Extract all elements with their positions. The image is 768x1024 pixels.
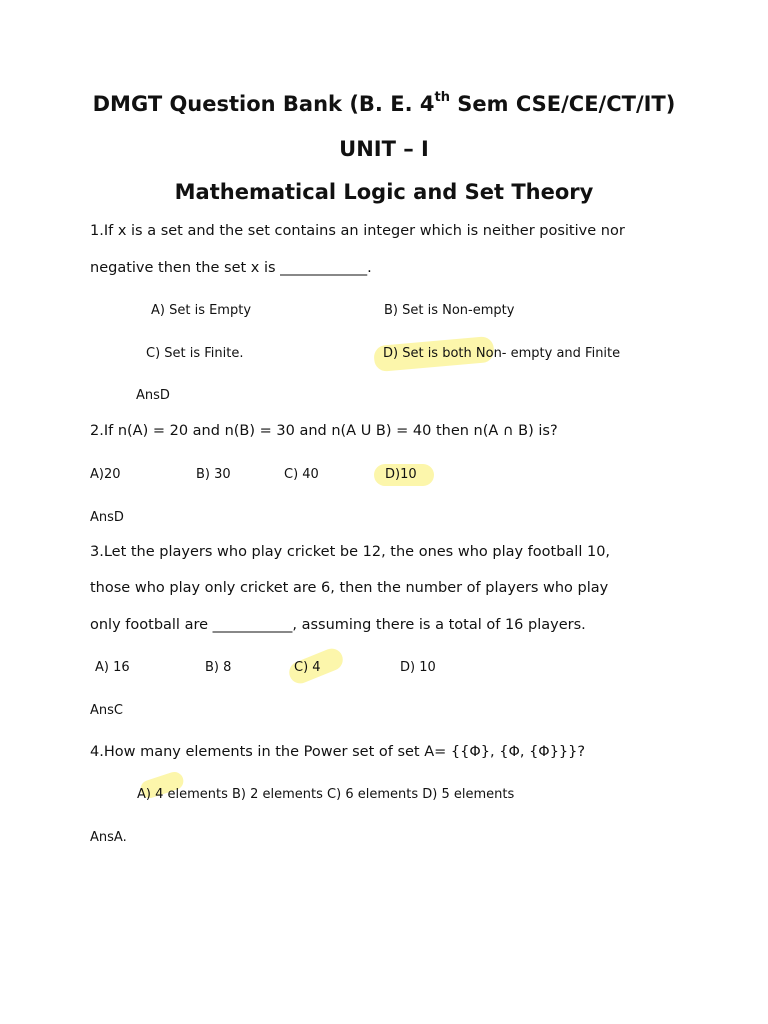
q4-line1: 4.How many elements in the Power set of set A= {{Φ}, {Φ, {Φ}}}? — [90, 744, 586, 760]
q1-line2: negative then the set x is ____________. — [90, 260, 372, 276]
q1-option-a: A) Set is Empty — [151, 303, 252, 318]
q4-options: A) 4 elements B) 2 elements C) 6 elements D) 5 elements — [137, 787, 515, 802]
q2-option-d: D)10 — [385, 467, 417, 482]
q2-answer: AnsD — [90, 510, 124, 525]
document-title — [0, 92, 768, 116]
q2-option-a: A)20 — [90, 467, 121, 482]
title-superscript: th — [434, 90, 450, 105]
unit-heading: UNIT – I — [339, 137, 429, 161]
q1-option-b: B) Set is Non-empty — [384, 303, 515, 318]
title-rest: Sem CSE/CE/CT/IT) — [449, 92, 676, 116]
q4-answer: AnsA. — [90, 830, 127, 845]
q3-line2: those who play only cricket are 6, then the number of players who play — [90, 580, 609, 596]
q3-option-c: C) 4 — [294, 660, 321, 675]
q1-option-c: C) Set is Finite. — [146, 346, 244, 361]
q3-answer: AnsC — [90, 703, 123, 718]
q3-line1: 3.Let the players who play cricket be 12, the ones who play football 10, — [90, 544, 611, 560]
q3-option-a: A) 16 — [95, 660, 130, 675]
q3-option-b: B) 8 — [205, 660, 232, 675]
subject-heading: Mathematical Logic and Set Theory — [174, 180, 594, 204]
title-main: DMGT Question Bank (B. E. 4 — [92, 92, 435, 116]
q1-line1: 1.If x is a set and the set contains an integer which is neither positive nor — [90, 223, 625, 239]
q3-line3: only football are ___________, assuming there is a total of 16 players. — [90, 617, 586, 633]
q2-option-c: C) 40 — [284, 467, 319, 482]
q2-option-b: B) 30 — [196, 467, 231, 482]
q1-answer: AnsD — [136, 388, 170, 403]
q1-option-d: D) Set is both Non- empty and Finite — [383, 346, 621, 361]
q2-line1: 2.If n(A) = 20 and n(B) = 30 and n(A U B) = 40 then n(A ∩ B) is? — [90, 423, 558, 439]
q3-option-d: D) 10 — [400, 660, 436, 675]
